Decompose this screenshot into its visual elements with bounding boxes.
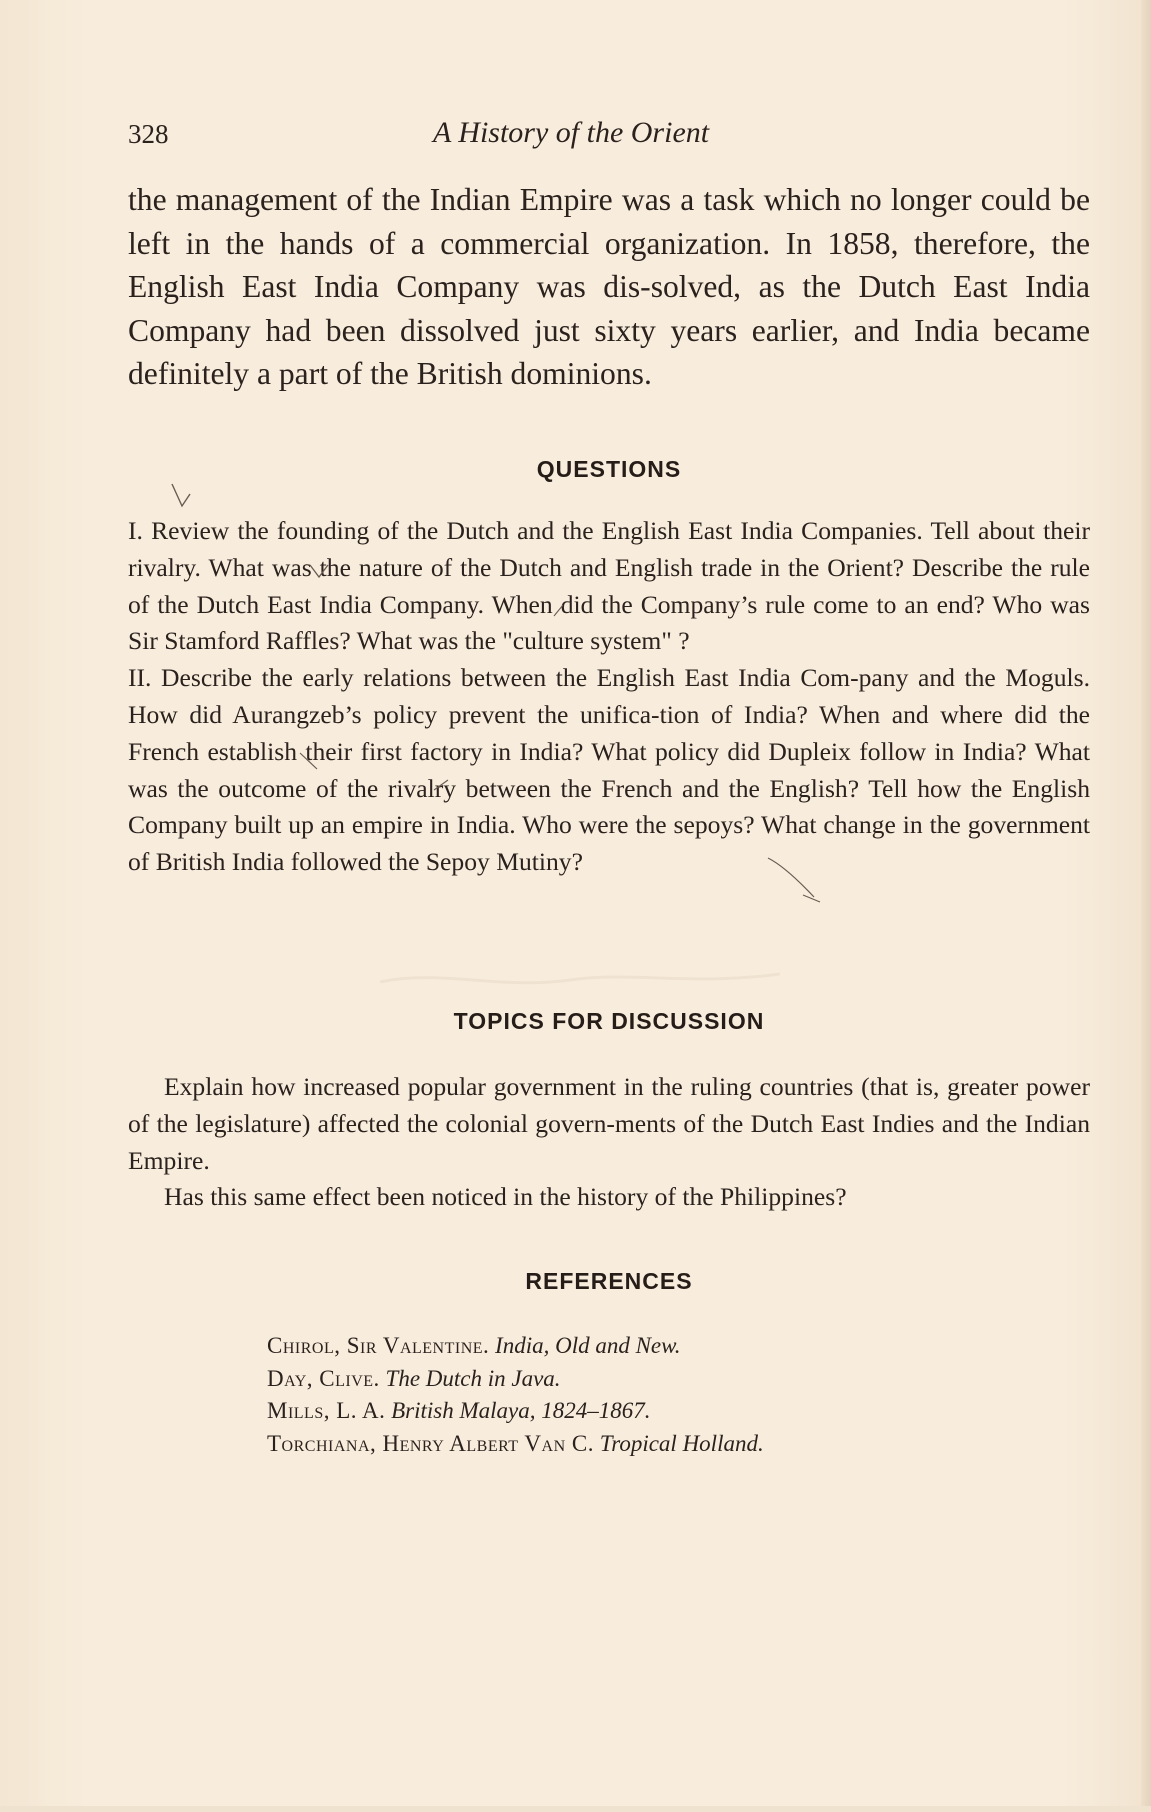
reference-title: The Dutch in Java.: [385, 1365, 561, 1391]
reference-author: Day, Clive.: [267, 1365, 380, 1391]
topics-heading: TOPICS FOR DISCUSSION: [453, 1008, 765, 1034]
question-paragraph-one: I. Review the founding of the Dutch and the English East India Companies. Tell about their rivalry. What was the nature of the Dutch and English trade in the Orient? Describe the rule of the Dutch East India Company. When did the Company’s rule come to an end? Who was Sir Stamford Raffles? What was the "culture system" ?: [128, 516, 1090, 656]
reference-title: British Malaya, 1824–1867.: [391, 1398, 651, 1423]
reference-item: [267, 1395, 1067, 1428]
reference-item: [267, 1363, 1067, 1396]
pencil-mark: [760, 850, 830, 904]
reference-author: Mills, L. A.: [267, 1398, 386, 1423]
faint-bleed-through: [380, 962, 780, 992]
pencil-mark: [432, 778, 450, 792]
topics-section: [128, 1069, 1090, 1216]
main-paragraph: the management of the Indian Empire was a task which no longer could be left in the hands of a commercial organization. In 1858, therefore, the English East India Company was dis-solved, as the Dutch East India Company had been dissolved just sixty years earlier, and India became definitely a part of the British dominions.: [128, 182, 1090, 391]
page-number: 328: [128, 119, 169, 149]
reference-item: [267, 1428, 1067, 1461]
page-right-edge: [1141, 0, 1151, 1812]
references-heading: REFERENCES: [525, 1268, 693, 1294]
page-header: [128, 112, 1090, 156]
topic-paragraph-one: Explain how increased popular government in the ruling countries (that is, greater power of the legislature) affected the colonial govern-ments of the Dutch East Indies and the Indian Empire.: [128, 1072, 1090, 1175]
questions-section: [128, 513, 1090, 881]
questions-heading: QUESTIONS: [536, 456, 682, 482]
pencil-mark: [168, 482, 196, 520]
running-title: A History of the Orient: [433, 116, 710, 149]
reference-item: [267, 1330, 1067, 1363]
reference-author: Torchiana, Henry Albert Van C.: [267, 1430, 594, 1456]
reference-title: Tropical Holland.: [599, 1430, 764, 1456]
topic-paragraph-two: Has this same effect been noticed in the history of the Philippines?: [164, 1182, 847, 1212]
question-paragraph-two: II. Describe the early relations between the English East India Com-pany and the Moguls. How did Aurangzeb’s policy prevent the unifica-tion of India? When and where did the French establish their first factory in India? What policy did Dupleix follow in India? What was the outcome of the rivalry between the French and the English? Tell how the English Company built up an empire in India. Who were the sepoys? What change in the government of British India followed the Sepoy Mutiny?: [128, 663, 1090, 877]
reference-title: India, Old and New.: [495, 1333, 681, 1358]
pencil-mark: [551, 601, 579, 619]
pencil-mark: [308, 563, 330, 581]
page-bottom-edge: [0, 1806, 1151, 1812]
reference-author: Chirol, Sir Valentine.: [267, 1333, 490, 1358]
pencil-mark: [297, 750, 323, 772]
references-list: [267, 1330, 1067, 1460]
